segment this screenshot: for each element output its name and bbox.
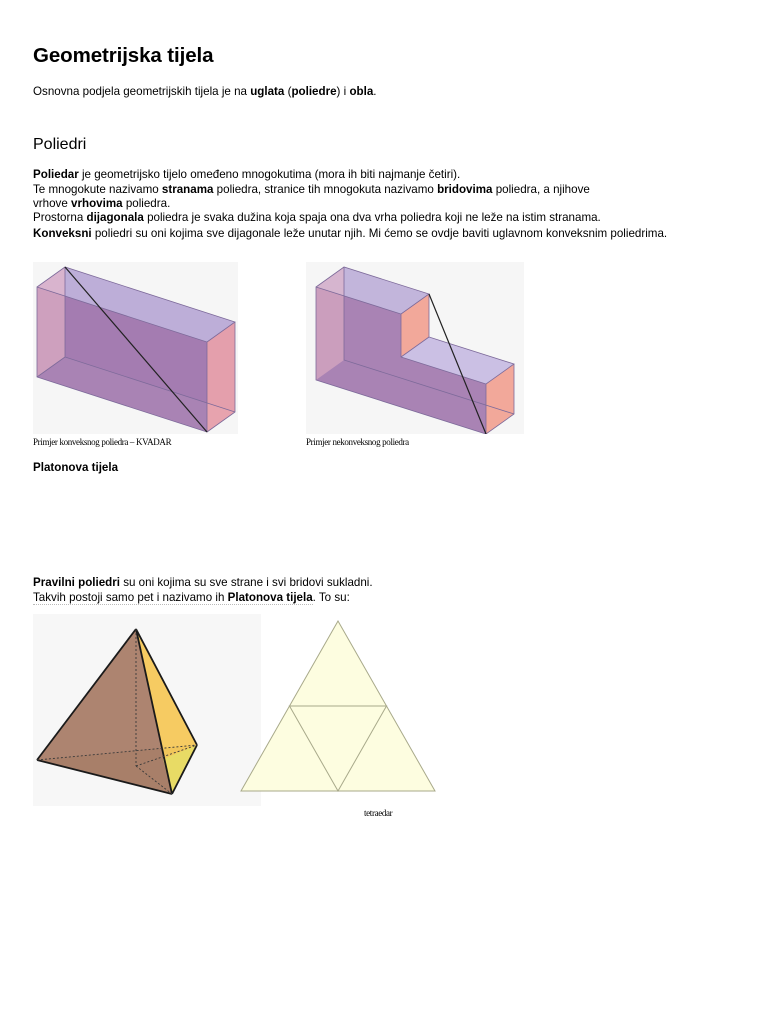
definition-text: Te mnogokute nazivamo [33,183,162,196]
pravilni-line-2 [33,590,350,605]
page-title: Geometrijska tijela [33,44,214,67]
caption-convex: Primjer konveksnog poliedra – KVADAR [33,437,172,447]
intro-bold-poliedre: poliedre [291,85,337,98]
caption-nonconvex: Primjer nekonveksnog poliedra [306,437,409,447]
definition-text: je geometrijsko tijelo omeđeno mnogokutima (mora ih biti najmanje četiri). [78,168,461,181]
nonconvex-polyhedron-figure [306,262,524,434]
definition-text: poliedra. [122,197,171,210]
term-platonova-tijela: Platonova tijela [227,591,313,604]
pravilni-line-1 [33,575,373,590]
definition-line-5 [33,226,667,241]
definition-text: Prostorna [33,211,87,224]
convex-box-figure [33,262,238,434]
term-stranama: stranama [161,183,214,196]
subheading-platonova-tijela: Platonova tijela [33,461,119,474]
definition-line-3 [33,196,170,211]
definition-line-4 [33,210,601,225]
term-vrhovima: vrhovima [71,197,123,210]
tetrahedron-3d-figure [33,614,261,806]
definition-line-2 [33,182,590,197]
intro-text: Osnovna podjela geometrijskih tijela je na [33,85,251,98]
section-heading-poliedri: Poliedri [33,136,87,153]
definition-line-1 [33,167,460,182]
term-poliedar: Poliedar [33,168,79,181]
term-bridovima: bridovima [437,183,493,196]
intro-text: ) i [336,85,350,98]
intro-text: ( [284,85,292,98]
pravilni-underlined-text [33,591,313,605]
intro-bold-uglata: uglata [250,85,285,98]
definition-text: poliedra, stranice tih mnogokuta nazivamo [213,183,438,196]
pravilni-text: su oni kojima su sve strane i svi bridovi sukladni. [119,576,373,589]
term-konveksni: Konveksni [33,227,92,240]
definition-text: vrhove [33,197,72,210]
caption-tetraedar: tetraedar [364,808,393,818]
definition-text: poliedra, a njihove [492,183,590,196]
pravilni-text: . To su: [312,591,350,604]
definition-text: poliedri su oni kojima sve dijagonale leže unutar njih. Mi ćemo se ovdje baviti uglavnom konveksnim poliedrima. [91,227,668,240]
intro-paragraph [33,84,377,99]
intro-bold-obla: obla [349,85,374,98]
tetrahedron-net-figure [238,618,438,794]
intro-text: . [373,85,377,98]
pravilni-text: Takvih postoji samo pet i nazivamo ih [33,591,228,604]
term-pravilni-poliedri: Pravilni poliedri [33,576,120,589]
definition-text: poliedra je svaka dužina koja spaja ona dva vrha poliedra koji ne leže na istim stranama. [143,211,601,224]
term-dijagonala: dijagonala [86,211,144,224]
